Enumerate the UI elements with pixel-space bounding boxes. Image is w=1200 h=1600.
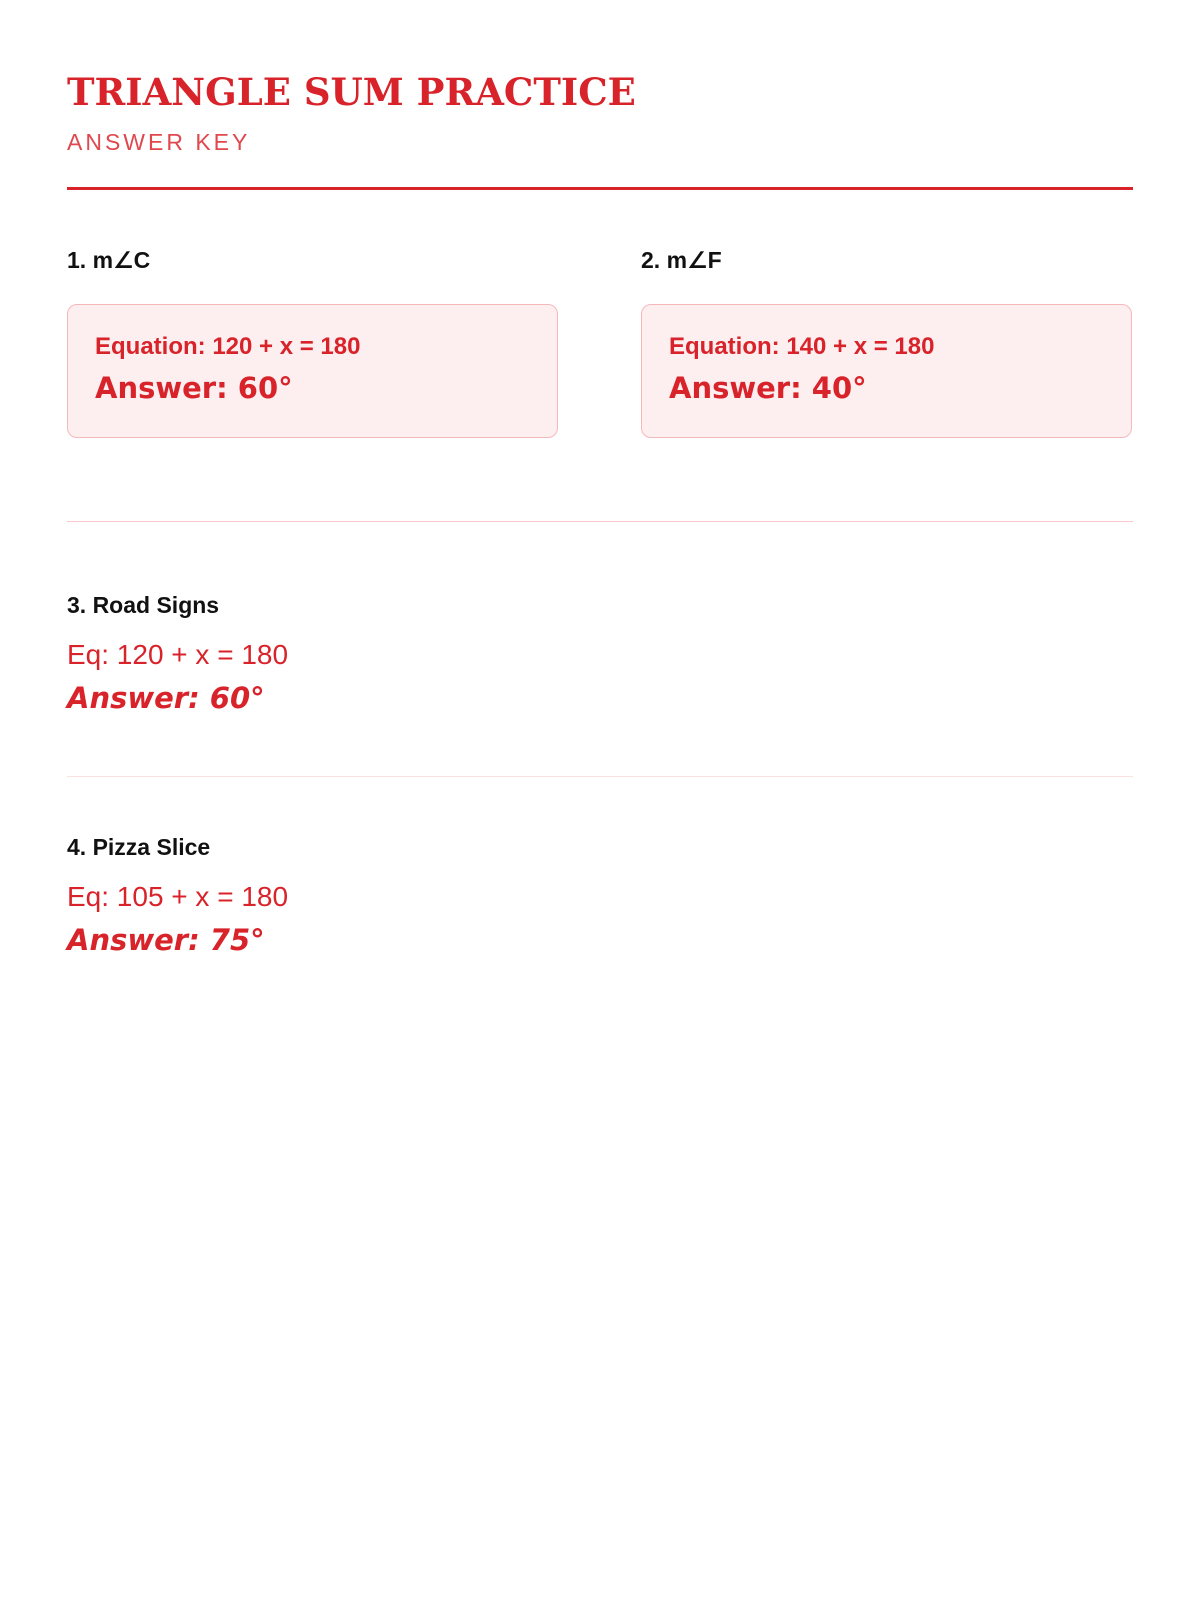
problem-2-equation: Equation: 140 + x = 180 [669,333,935,360]
problem-2-label: 2. m∠F [641,247,722,273]
problem-3-equation: Eq: 120 + x = 180 [67,639,289,670]
page-title: TRIANGLE SUM PRACTICE [67,70,636,114]
problem-3-label: 3. Road Signs [67,592,220,618]
problem-4-equation: Eq: 105 + x = 180 [67,881,289,912]
problem-4-label: 4. Pizza Slice [67,834,211,860]
problem-1-label: 1. m∠C [67,247,151,273]
problem-2-answer-card [641,304,1132,438]
section-divider-2 [67,776,1133,777]
problem-2-answer: Answer: 40° [669,371,867,405]
problem-1-equation: Equation: 120 + x = 180 [95,333,361,360]
header-rule [67,187,1133,190]
problem-3-answer: Answer: 60° [67,681,265,715]
problem-4-answer: Answer: 75° [67,923,265,957]
problem-1-answer: Answer: 60° [95,371,293,405]
page-subtitle: ANSWER KEY [67,129,251,155]
section-divider-1 [67,521,1133,522]
problem-1-answer-card [67,304,558,438]
